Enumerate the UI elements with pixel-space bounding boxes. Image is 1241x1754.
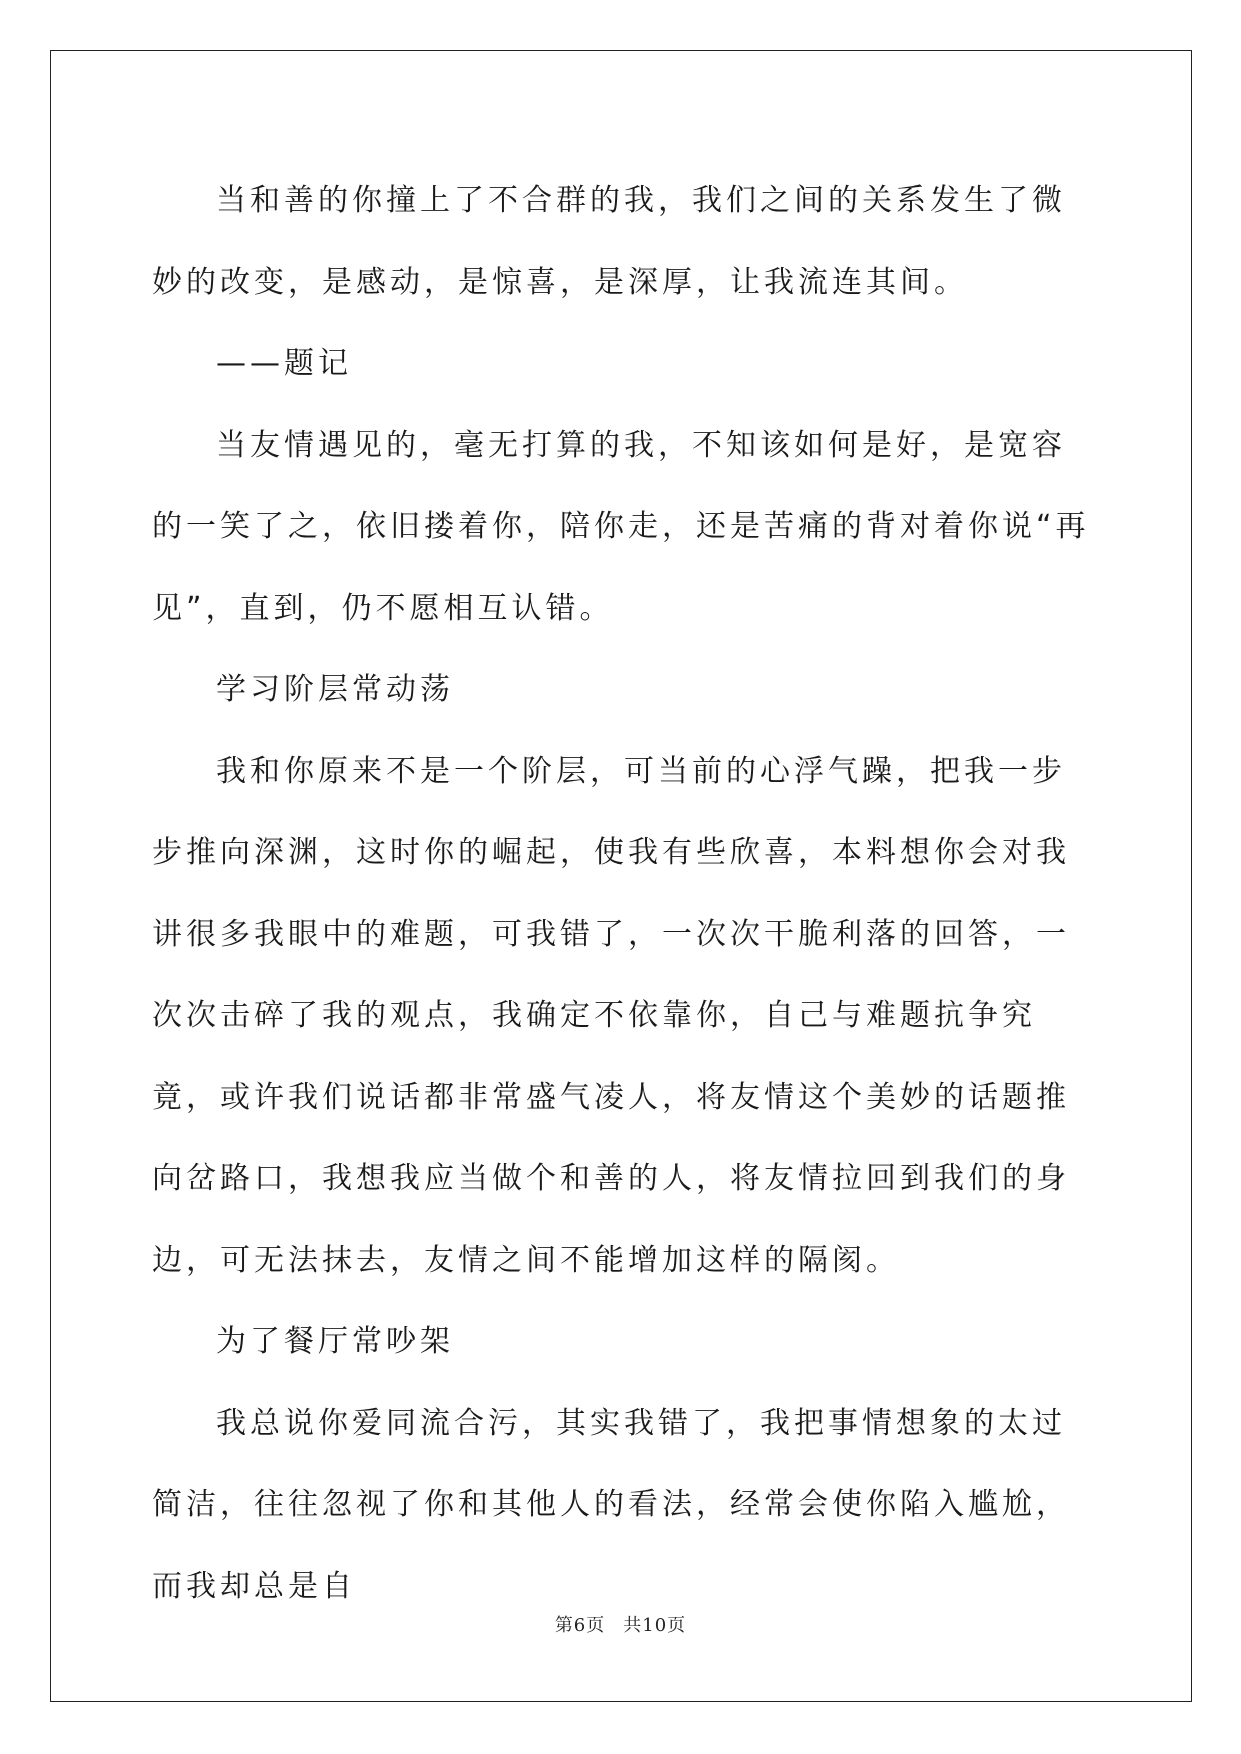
paragraph-epigraph-attribution: ——题记 <box>216 346 352 381</box>
section-heading-canteen: 为了餐厅常吵架 <box>216 1324 454 1359</box>
paragraph-canteen: 我总说你爱同流合污，其实我错了，我把事情想象的太过简洁，往往忽视了你和其他人的看法，经常会使你陷入尴尬，而我却总是自 <box>152 1405 1070 1604</box>
page-number: 第6页 <box>554 1615 606 1636</box>
paragraph-study: 我和你原来不是一个阶层，可当前的心浮气躁，把我一步步推向深渊，这时你的崛起，使我有些欣喜，本料想你会对我讲很多我眼中的难题，可我错了，一次次干脆利落的回答，一次次击碎了我的观点，我确定不依靠你，自己与难题抗争究竟，或许我们说话都非常盛气凌人，将友情这个美妙的话题推向岔路口，我想我应当做个和善的人，将友情拉回到我们的身边，可无法抹去，友情之间不能增加这样的隔阂。 <box>152 753 1070 1278</box>
section-heading-study: 学习阶层常动荡 <box>216 672 454 707</box>
paragraph-intro: 当友情遇见的，毫无打算的我，不知该如何是好，是宽容的一笑了之，依旧搂着你，陪你走，还是苦痛的背对着你说“再见”，直到，仍不愿相互认错。 <box>152 427 1090 626</box>
page-total: 共10页 <box>623 1615 687 1636</box>
paragraph-preface: 当和善的你撞上了不合群的我，我们之间的关系发生了微妙的改变，是感动，是惊喜，是深厚，让我流连其间。 <box>152 183 1066 300</box>
document-body <box>152 160 1092 1627</box>
page-footer <box>0 1611 1241 1637</box>
